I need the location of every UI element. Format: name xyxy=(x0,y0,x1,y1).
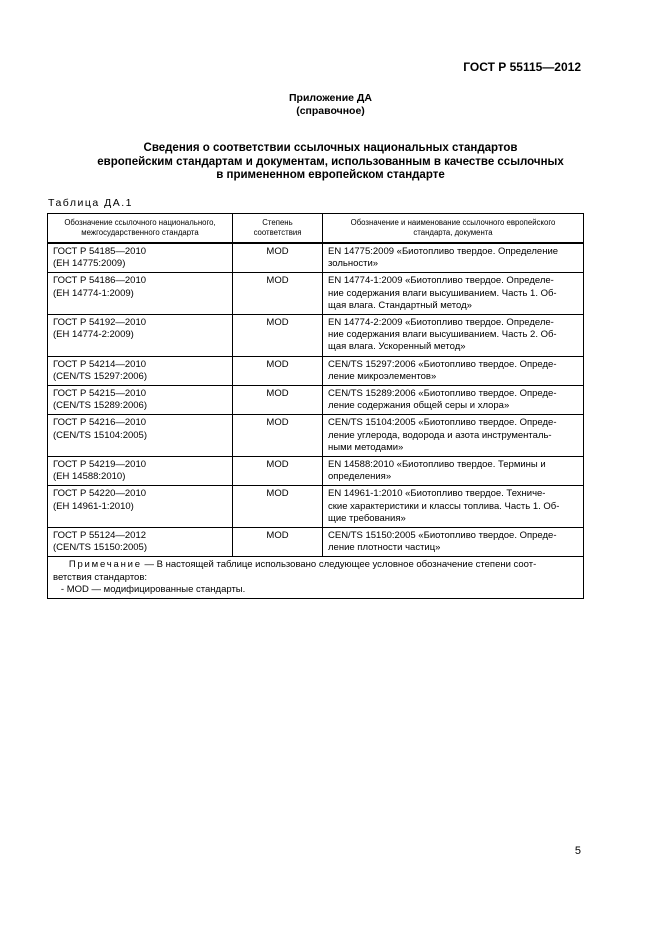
national-standard-cell xyxy=(48,486,233,528)
national-standard-line: ГОСТ Р 54192—2010 xyxy=(53,317,147,329)
national-standard-cell xyxy=(48,528,233,557)
title-line: в примененном европейском стандарте xyxy=(216,169,445,181)
degree-cell: MOD xyxy=(233,315,323,357)
european-standard-line: ными методами» xyxy=(328,441,404,453)
national-standard-line: (CEN/TS 15150:2005) xyxy=(53,542,147,554)
table-note-row xyxy=(48,557,584,599)
national-standard-line: (ЕН 14774-1:2009) xyxy=(53,287,134,299)
table-caption: Таблица ДА.1 xyxy=(48,197,133,209)
appendix-subtitle: (справочное) xyxy=(296,105,365,117)
european-standard-cell xyxy=(323,273,584,315)
national-standard-cell xyxy=(48,315,233,357)
note-text: — В настоящей таблице использовано следующее условное обозначение степени соот- xyxy=(141,559,537,571)
national-standard-cell xyxy=(48,386,233,415)
table-row xyxy=(48,243,584,273)
european-standard-cell xyxy=(323,457,584,486)
degree-cell: MOD xyxy=(233,457,323,486)
european-standard-line: ление углерода, водорода и азота инструменталь- xyxy=(328,429,552,441)
european-standard-line: CEN/TS 15150:2005 «Биотопливо твердое. Опреде- xyxy=(328,530,557,542)
national-standard-line: ГОСТ Р 54186—2010 xyxy=(53,275,147,287)
degree-cell: MOD xyxy=(233,415,323,457)
header-european-standard xyxy=(323,214,584,244)
european-standard-line: EN 14588:2010 «Биотопливо твердое. Термины и xyxy=(328,459,546,471)
national-standard-line: ГОСТ Р 54185—2010 xyxy=(53,246,147,257)
national-standard-cell xyxy=(48,415,233,457)
european-standard-line: ние содержания влаги высушиванием. Часть 2. Об- xyxy=(328,329,557,341)
european-standard-cell xyxy=(323,486,584,528)
header-degree xyxy=(233,214,323,244)
table-row xyxy=(48,315,584,357)
table-row xyxy=(48,386,584,415)
national-standard-line: ГОСТ Р 54214—2010 xyxy=(53,358,147,370)
national-standard-cell xyxy=(48,273,233,315)
document-title xyxy=(0,142,661,183)
header-line: соответствия xyxy=(253,228,302,237)
table-row xyxy=(48,273,584,315)
national-standard-line: ГОСТ Р 54216—2010 xyxy=(53,417,147,429)
european-standard-cell xyxy=(323,528,584,557)
european-standard-line: щие требования» xyxy=(328,512,406,524)
national-standard-line: (ЕН 14588:2010) xyxy=(53,471,126,483)
appendix-heading xyxy=(0,92,661,118)
national-standard-line: ГОСТ Р 54219—2010 xyxy=(53,459,147,471)
table-note xyxy=(48,557,584,599)
national-standard-cell xyxy=(48,243,233,273)
european-standard-line: EN 14774-2:2009 «Биотопливо твердое. Определе- xyxy=(328,317,554,329)
european-standard-line: CEN/TS 15297:2006 «Биотопливо твердое. Опреде- xyxy=(328,358,557,370)
header-line: стандарта, документа xyxy=(413,228,493,237)
note-item: - MOD — модифицированные стандарты. xyxy=(60,583,246,595)
european-standard-line: щая влага. Ускоренный метод» xyxy=(328,341,466,353)
table-row xyxy=(48,457,584,486)
european-standard-line: щая влага. Стандартный метод» xyxy=(328,299,472,311)
national-standard-line: (CEN/TS 15289:2006) xyxy=(53,400,147,412)
european-standard-cell xyxy=(323,356,584,385)
european-standard-line: определения» xyxy=(328,471,392,483)
header-line: Обозначение и наименование ссылочного европейского xyxy=(350,218,556,227)
degree-cell: MOD xyxy=(233,243,323,273)
european-standard-line: ление плотности частиц» xyxy=(328,542,441,554)
table-header-row xyxy=(48,214,584,244)
european-standard-line: ление содержания общей серы и хлора» xyxy=(328,400,510,412)
european-standard-cell xyxy=(323,315,584,357)
standards-correspondence-table xyxy=(47,213,584,599)
table-row xyxy=(48,486,584,528)
header-line: Обозначение ссылочного национального, xyxy=(64,218,216,227)
note-label: Примечание xyxy=(68,559,142,571)
european-standard-line: EN 14774-1:2009 «Биотопливо твердое. Определе- xyxy=(328,275,554,287)
national-standard-line: (CEN/TS 15104:2005) xyxy=(53,429,147,441)
national-standard-cell xyxy=(48,356,233,385)
european-standard-cell xyxy=(323,415,584,457)
national-standard-line: ГОСТ Р 54215—2010 xyxy=(53,388,147,400)
degree-cell: MOD xyxy=(233,528,323,557)
national-standard-line: (ЕН 14961-1:2010) xyxy=(53,500,134,512)
european-standard-line: ние содержания влаги высушиванием. Часть 1. Об- xyxy=(328,287,557,299)
note-line: ветствия стандартов: xyxy=(53,571,148,583)
national-standard-line: (ЕН 14775:2009) xyxy=(53,258,126,270)
national-standard-line: (ЕН 14774-2:2009) xyxy=(53,329,134,341)
title-line: Сведения о соответствии ссылочных национальных стандартов xyxy=(143,142,518,154)
header-national-standard xyxy=(48,214,233,244)
table-row xyxy=(48,356,584,385)
title-line: европейским стандартам и документам, использованным в качестве ссылочных xyxy=(97,155,564,168)
degree-cell: MOD xyxy=(233,486,323,528)
european-standard-line: CEN/TS 15104:2005 «Биотопливо твердое. Опреде- xyxy=(328,417,557,429)
national-standard-line: ГОСТ Р 54220—2010 xyxy=(53,488,147,500)
european-standard-line: EN 14961-1:2010 «Биотопливо твердое. Техниче- xyxy=(328,488,546,500)
note-line xyxy=(53,559,578,571)
european-standard-line: CEN/TS 15289:2006 «Биотопливо твердое. Опреде- xyxy=(328,388,557,400)
table-row xyxy=(48,528,584,557)
table-row xyxy=(48,415,584,457)
header-line: межгосударственного стандарта xyxy=(81,228,199,237)
degree-cell: MOD xyxy=(233,386,323,415)
european-standard-line: ление микроэлементов» xyxy=(328,370,437,382)
note-line xyxy=(53,584,578,596)
national-standard-cell xyxy=(48,457,233,486)
header-line: Степень xyxy=(262,218,293,227)
european-standard-cell xyxy=(323,386,584,415)
degree-cell: MOD xyxy=(233,356,323,385)
page-number: 5 xyxy=(574,845,581,857)
european-standard-cell xyxy=(323,243,584,273)
degree-cell: MOD xyxy=(233,273,323,315)
national-standard-line: (CEN/TS 15297:2006) xyxy=(53,370,147,382)
appendix-title: Приложение ДА xyxy=(289,92,372,104)
document-code: ГОСТ Р 55115—2012 xyxy=(463,60,581,74)
european-standard-line: ские характеристики и классы топлива. Часть 1. Об- xyxy=(328,500,560,512)
european-standard-line: EN 14775:2009 «Биотопливо твердое. Определение xyxy=(328,246,559,257)
national-standard-line: ГОСТ Р 55124—2012 xyxy=(53,530,147,542)
european-standard-line: зольности» xyxy=(328,258,379,270)
